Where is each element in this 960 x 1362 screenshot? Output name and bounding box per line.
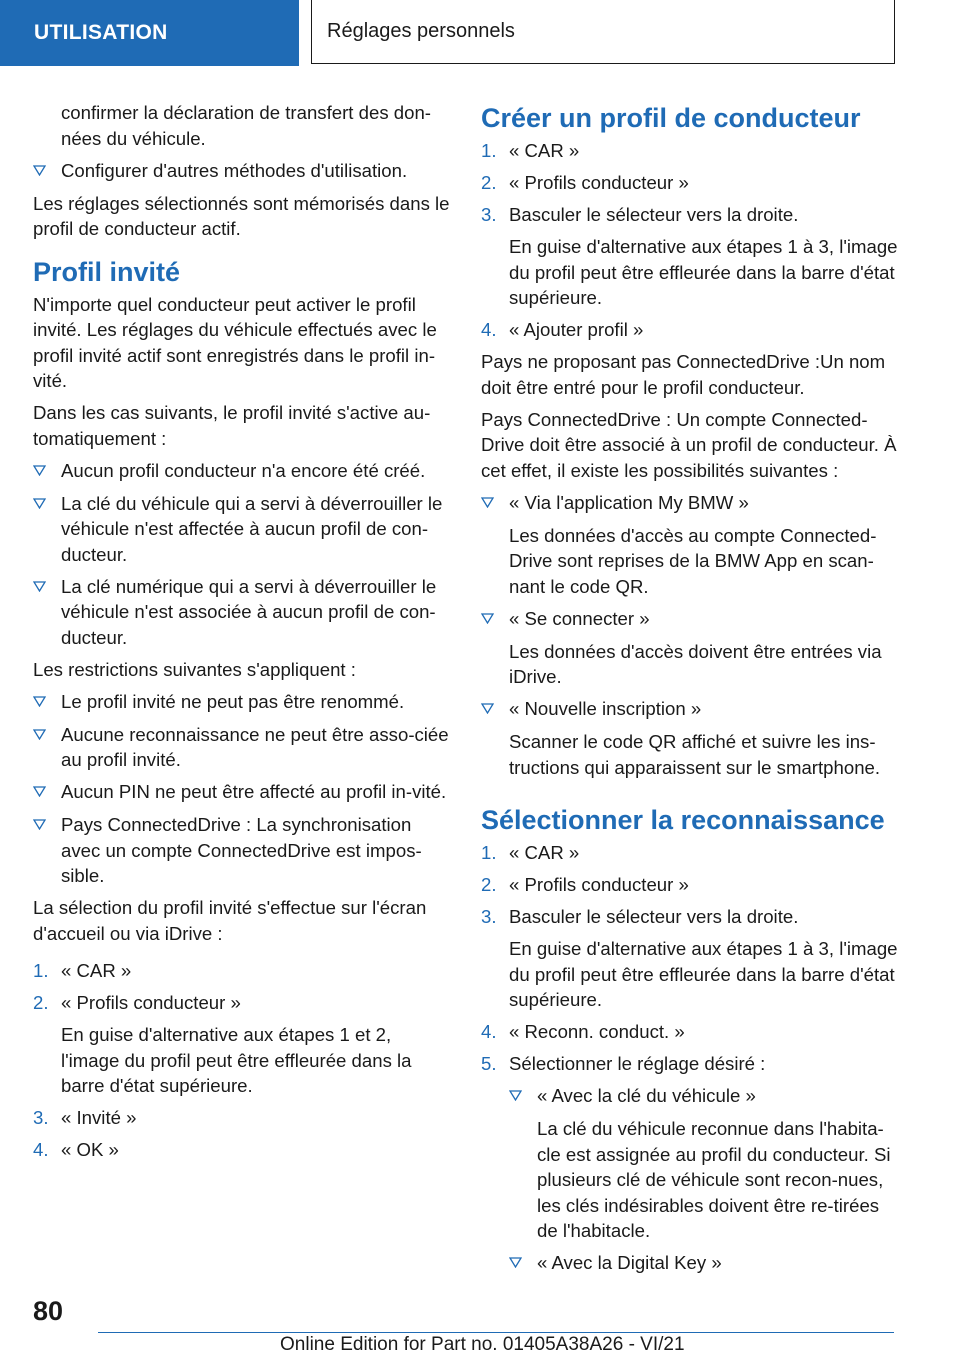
bullet-continuation: Les données d'accès doivent être entrées via iDrive. [509,640,882,687]
step-number: 4. [481,1021,497,1042]
step-text: « Reconn. conduct. » [509,1021,685,1042]
bullet-text: Aucun PIN ne peut être affecté au profil in-vité. [61,781,447,802]
paragraph: Dans les cas suivants, le profil invité s'active au-tomatiquement : [33,402,431,449]
triangle-bullet-icon [33,491,61,568]
triangle-bullet-icon [509,1250,537,1277]
header-section-tab [0,0,299,66]
step-text: « CAR » [509,140,580,161]
bullet-item [33,689,450,716]
triangle-bullet-icon [33,812,61,889]
bullet-item [33,458,450,485]
bullet-text: « Avec la Digital Key » [537,1252,722,1273]
numbered-step [481,1019,901,1045]
numbered-step [481,138,901,164]
step-text: « CAR » [509,842,580,863]
step-number: 5. [481,1053,497,1074]
triangle-bullet-icon [33,158,61,185]
bullet-text: « Avec la clé du véhicule » [537,1085,756,1106]
header-section-label: UTILISATION [34,21,168,44]
footer-edition-text: Online Edition for Part no. 01405A38A26 - VI/21 [280,1334,685,1355]
bullet-text: Aucune reconnaissance ne peut être asso-ciée au profil invité. [61,723,449,770]
numbered-step [481,202,901,228]
step-number: 3. [481,906,497,927]
step-text: « Ajouter profil » [509,319,644,340]
bullet-text: La clé numérique qui a servi à déverrouiller le véhicule n'est associée à aucun profil de con-ducteur. [61,575,437,648]
step-text: « CAR » [61,960,132,981]
bullet-item [33,574,450,651]
bullet-item [33,812,450,889]
step-text: Sélectionner le réglage désiré : [509,1053,766,1074]
step-number: 3. [481,204,497,225]
triangle-bullet-icon [481,696,509,723]
paragraph: Pays ConnectedDrive : Un compte Connected-Drive doit être associé à un profil de conducteur. À cet effet, il existe les possibilités suivantes : [481,408,897,481]
numbered-step [33,958,450,984]
sub-list [481,1083,901,1277]
bullet-item [33,158,450,185]
bullet-text: Le profil invité ne peut pas être renommé. [61,690,405,712]
paragraph: Les réglages sélectionnés sont mémorisés dans le profil de conducteur actif. [33,192,450,239]
paragraph: Pays ne proposant pas ConnectedDrive :Un nom doit être entré pour le profil conducteur. [481,351,886,398]
step-number: 1. [481,842,497,863]
page-number: 80 [33,1296,64,1326]
bullet-text: « Via l'application My BMW » [509,491,749,513]
step-continuation: En guise d'alternative aux étapes 1 à 3, l'image du profil peut être effleurée dans la barre d'état supérieure. [509,938,898,1010]
header-title-box [311,0,895,64]
paragraph: La sélection du profil invité s'effectue sur l'écran d'accueil ou via iDrive : [33,897,427,944]
numbered-step [33,1137,450,1163]
heading-guest-profile: Profil invité [33,256,181,287]
triangle-bullet-icon [33,458,61,485]
right-column [481,100,901,1283]
step-number: 2. [33,992,49,1013]
heading-create-profile: Créer un profil de conducteur [481,103,861,133]
numbered-step [481,872,901,898]
step-text: « Profils conducteur » [61,992,241,1013]
step-number: 1. [481,140,497,161]
step-number: 4. [481,319,497,340]
step-number: 3. [33,1107,49,1128]
triangle-bullet-icon [509,1083,537,1110]
triangle-bullet-icon [33,574,61,651]
continued-bullet-text: confirmer la déclaration de transfert des don-nées du véhicule. [61,102,431,149]
bullet-text: Configurer d'autres méthodes d'utilisation. [61,159,408,181]
numbered-step [481,170,901,196]
step-text: « OK » [61,1139,119,1160]
bullet-item [33,491,450,568]
footer-divider [98,1332,894,1333]
bullet-continuation: Les données d'accès au compte Connected-Drive sont reprises de la BMW App en scan-nant le code QR. [509,524,877,597]
step-number: 4. [33,1139,49,1160]
numbered-step [481,840,901,866]
numbered-step [33,1105,450,1131]
bullet-continuation: La clé du véhicule reconnue dans l'habita-cle est assignée au profil du conducteur. Si plusieurs clé de véhicule sont recon-nues, les clés indésirables doivent être re-tirées de l'habitacle. [537,1118,891,1241]
heading-select-recognition: Sélectionner la reconnaissance [481,805,885,835]
triangle-bullet-icon [33,689,61,716]
bullet-item [481,696,901,723]
step-text: « Profils conducteur » [509,172,689,193]
triangle-bullet-icon [481,490,509,517]
numbered-step [481,1051,901,1077]
numbered-step [33,990,450,1016]
step-continuation: En guise d'alternative aux étapes 1 et 2, l'image du profil peut être effleurée dans la barre d'état supérieure. [61,1024,412,1096]
triangle-bullet-icon [481,606,509,633]
bullet-item [509,1083,901,1110]
step-number: 2. [481,874,497,895]
bullet-text: « Nouvelle inscription » [509,698,702,719]
bullet-item [33,779,450,806]
step-text: Basculer le sélecteur vers la droite. [509,204,799,225]
step-text: « Invité » [61,1107,137,1128]
bullet-item [509,1250,901,1277]
left-column [33,100,450,1169]
bullet-continuation: Scanner le code QR affiché et suivre les ins-tructions qui apparaissent sur le smartphone. [509,731,881,778]
bullet-item [33,722,450,773]
bullet-item [481,490,901,517]
step-number: 2. [481,172,497,193]
triangle-bullet-icon [33,722,61,773]
triangle-bullet-icon [33,779,61,806]
numbered-step [481,317,901,343]
step-text: Basculer le sélecteur vers la droite. [509,906,799,927]
paragraph: Les restrictions suivantes s'appliquent : [33,658,356,680]
step-number: 1. [33,960,49,981]
bullet-item [481,606,901,633]
step-text: « Profils conducteur » [509,874,689,895]
step-continuation: En guise d'alternative aux étapes 1 à 3, l'image du profil peut être effleurée dans la barre d'état supérieure. [509,236,898,308]
bullet-text: La clé du véhicule qui a servi à déverrouiller le véhicule n'est affectée à aucun profil de con-ducteur. [61,492,443,565]
paragraph: N'importe quel conducteur peut activer le profil invité. Les réglages du véhicule effectués avec le profil invité actif sont enregistrés dans le profil in-vité. [33,293,437,391]
bullet-text: « Se connecter » [509,607,650,629]
numbered-step [481,904,901,930]
bullet-text: Pays ConnectedDrive : La synchronisation avec un compte ConnectedDrive est impos-sible. [61,814,422,886]
header-title: Réglages personnels [327,20,515,42]
bullet-text: Aucun profil conducteur n'a encore été créé. [61,459,426,481]
